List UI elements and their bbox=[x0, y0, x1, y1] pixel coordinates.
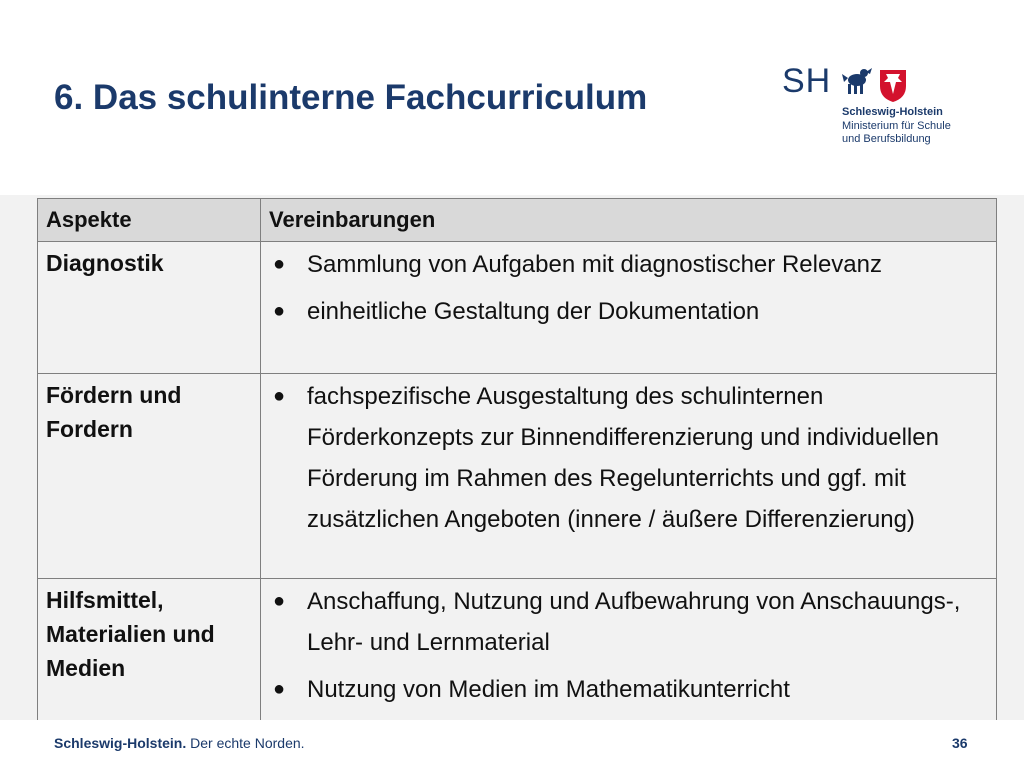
curriculum-table bbox=[37, 198, 997, 749]
coat-of-arms-icon bbox=[840, 64, 912, 104]
bullet-list bbox=[267, 581, 988, 710]
bullet-icon: ● bbox=[273, 385, 286, 407]
aspect-cell: Diagnostik bbox=[38, 242, 261, 374]
page-number: 36 bbox=[952, 735, 968, 751]
bullet-list bbox=[267, 244, 988, 332]
agreements-cell bbox=[261, 242, 997, 374]
bullet-icon: ● bbox=[273, 300, 286, 322]
bullet-icon: ● bbox=[273, 678, 286, 700]
header-vereinbarungen: Vereinbarungen bbox=[261, 199, 997, 242]
bullet-icon: ● bbox=[273, 590, 286, 612]
header-aspekte: Aspekte bbox=[38, 199, 261, 242]
list-item-text: fachspezifische Ausgestaltung des schulinternen Förderkonzepts zur Binnendifferenzierung und individuellen Förderung im Rahmen des Regelunterrichts und ggf. mit zusätzlichen Angeboten (innere / äußere Differenzierung) bbox=[307, 383, 939, 533]
agreements-cell bbox=[261, 374, 997, 579]
slide-title: 6. Das schulinterne Fachcurriculum bbox=[54, 78, 648, 117]
table-header-row bbox=[38, 199, 997, 242]
table-row bbox=[38, 374, 997, 579]
list-item bbox=[267, 291, 988, 332]
list-item bbox=[267, 669, 988, 710]
aspect-cell: Fördern und Fordern bbox=[38, 374, 261, 579]
footer-brand-bold: Schleswig-Holstein. bbox=[54, 735, 187, 751]
list-item-text: einheitliche Gestaltung der Dokumentation bbox=[307, 298, 760, 325]
list-item bbox=[267, 244, 988, 285]
table-row bbox=[38, 242, 997, 374]
list-item-text: Sammlung von Aufgaben mit diagnostischer Relevanz bbox=[307, 251, 882, 278]
logo-ministry-line: Ministerium für Schule bbox=[842, 120, 951, 132]
list-item-text: Anschaffung, Nutzung und Aufbewahrung von Anschauungs-, Lehr- und Lernmaterial bbox=[307, 588, 961, 656]
list-item bbox=[267, 376, 988, 540]
list-item bbox=[267, 581, 988, 663]
bullet-list bbox=[267, 376, 988, 540]
aspect-cell: Hilfsmittel, Materialien und Medien bbox=[38, 579, 261, 749]
logo-ministry-line-2: und Berufsbildung bbox=[842, 133, 931, 145]
logo-abbreviation: SH bbox=[782, 62, 832, 100]
footer-brand-slogan: Der echte Norden. bbox=[186, 735, 305, 751]
logo-state-name: Schleswig-Holstein bbox=[842, 106, 943, 118]
ministry-logo bbox=[780, 62, 980, 146]
footer-brand bbox=[54, 735, 305, 751]
list-item-text: Nutzung von Medien im Mathematikunterricht bbox=[307, 676, 790, 703]
bullet-icon: ● bbox=[273, 253, 286, 275]
